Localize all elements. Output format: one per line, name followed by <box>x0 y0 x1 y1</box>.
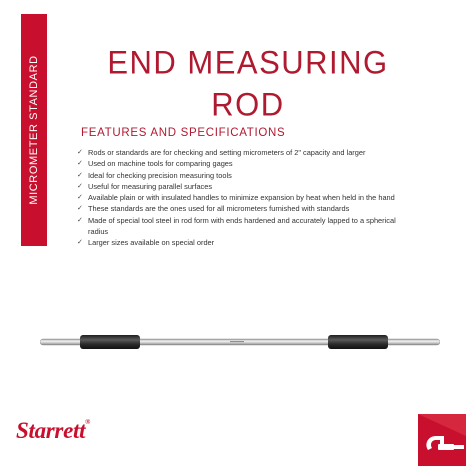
feature-text: Ideal for checking precision measuring tools <box>88 170 232 180</box>
feature-item <box>77 170 417 181</box>
check-icon: ✓ <box>77 239 83 247</box>
feature-item <box>77 147 417 158</box>
check-icon: ✓ <box>77 160 83 168</box>
feature-text: Made of special tool steel in rod form with ends hardened and accurately lapped to a spherical radius <box>88 215 396 237</box>
feature-item <box>77 192 417 203</box>
feature-item <box>77 215 417 238</box>
feature-item <box>77 181 417 192</box>
check-icon: ✓ <box>77 149 83 156</box>
check-icon: ✓ <box>77 216 83 224</box>
left-handle <box>80 335 140 349</box>
check-icon: ✓ <box>77 205 83 213</box>
starrett-logo: Starrett® <box>16 418 91 443</box>
feature-text: Useful for measuring parallel surfaces <box>88 181 213 191</box>
feature-text: Available plain or with insulated handles to minimize expansion by heat when held in the hand <box>88 193 395 203</box>
side-tab <box>21 14 47 246</box>
check-icon: ✓ <box>77 194 83 202</box>
feature-item <box>77 203 417 214</box>
side-tab-label: MICROMETER STANDARD <box>28 55 40 205</box>
feature-item <box>77 158 417 169</box>
section-heading: FEATURES AND SPECIFICATIONS <box>81 127 286 139</box>
check-icon: ✓ <box>77 182 83 190</box>
page-title-line-1: END MEASURING <box>107 44 389 81</box>
feature-text: Larger sizes available on special order <box>88 238 215 248</box>
check-icon: ✓ <box>77 171 83 179</box>
measuring-rod-image <box>40 322 440 362</box>
right-handle <box>328 335 388 349</box>
page-title-line-2: ROD <box>211 86 285 123</box>
feature-text: Rods or standards are for checking and setting micrometers of 2" capacity and larger <box>88 148 366 157</box>
feature-text: Used on machine tools for comparing gages <box>88 159 233 169</box>
rod-engraving <box>230 341 244 342</box>
feature-list <box>77 147 417 249</box>
corner-badge <box>418 414 466 466</box>
feature-item <box>77 237 417 248</box>
feature-text: These standards are the ones used for all micrometers furnished with standards <box>88 204 350 214</box>
